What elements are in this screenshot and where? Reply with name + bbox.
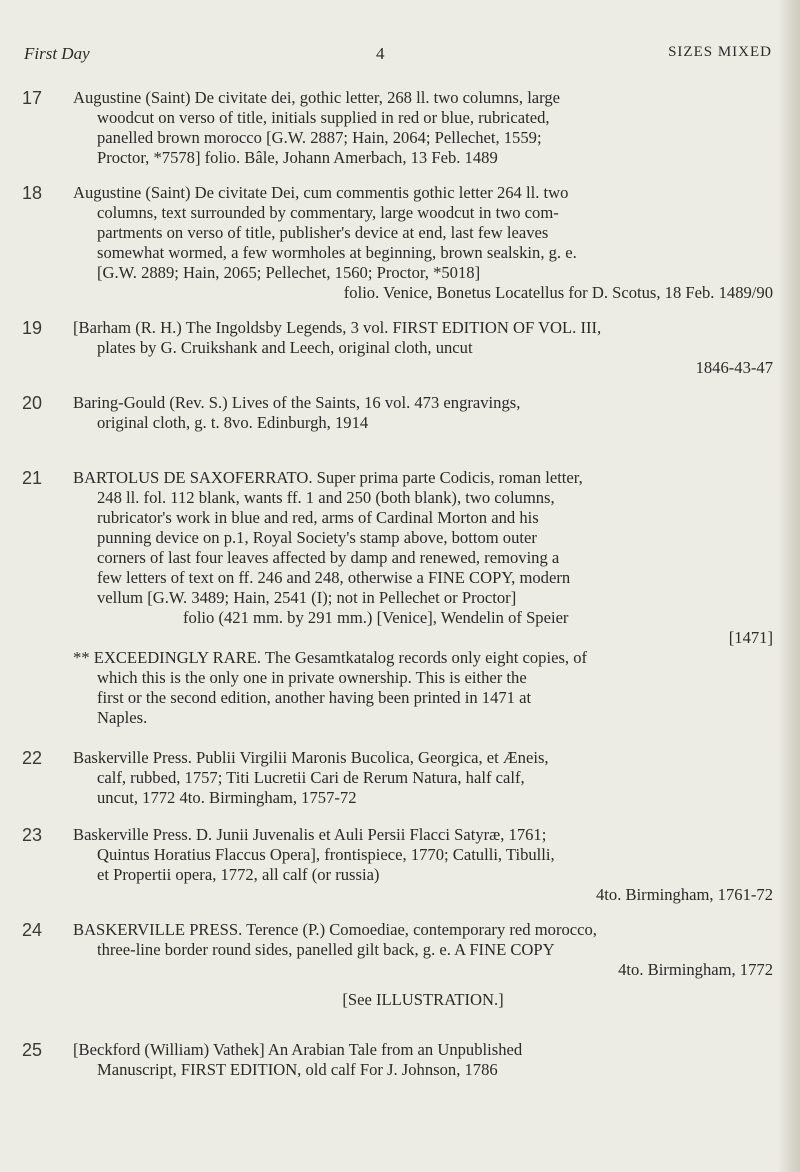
lot-number: 21	[22, 468, 43, 488]
page-number: 4	[376, 44, 385, 63]
lot-text: rubricator's work in blue and red, arms of Cardinal Morton and his	[97, 508, 539, 527]
lot-text: Augustine (Saint) De civitate dei, gothic letter, 268 ll. two columns, large	[73, 88, 561, 107]
lot-text: [G.W. 2889; Hain, 2065; Pellechet, 1560; Proctor, *5018]	[97, 263, 481, 282]
lot-text: uncut, 1772 4to. Birmingham, 1757-72	[97, 788, 357, 807]
lot-number: 18	[22, 183, 43, 203]
lot-text: somewhat wormed, a few wormholes at beginning, brown sealskin, g. e.	[97, 243, 577, 262]
lot-text: Manuscript, FIRST EDITION, old calf For J. Johnson, 1786	[97, 1060, 498, 1079]
lot-text: punning device on p.1, Royal Society's stamp above, bottom outer	[97, 528, 537, 547]
lot-text: calf, rubbed, 1757; Titi Lucretii Cari de Rerum Natura, half calf,	[97, 768, 525, 787]
lot-text: et Propertii opera, 1772, all calf (or russia)	[97, 865, 380, 884]
lot-number: 22	[22, 748, 43, 768]
lot-text: Baring-Gould (Rev. S.) Lives of the Saints, 16 vol. 473 engravings,	[73, 393, 521, 412]
lot-number: 25	[22, 1040, 43, 1060]
lot-text: corners of last four leaves affected by damp and renewed, removing a	[97, 548, 560, 567]
lot-date: [1471]	[728, 628, 773, 647]
lot-number: 19	[22, 318, 43, 338]
lot-text: panelled brown morocco [G.W. 2887; Hain, 2064; Pellechet, 1559;	[97, 128, 542, 147]
lot-text: Baskerville Press. Publii Virgilii Maronis Bucolica, Georgica, et Æneis,	[73, 748, 549, 767]
lot-text: [Barham (R. H.) The Ingoldsby Legends, 3 vol. FIRST EDITION OF VOL. III,	[73, 318, 602, 337]
header-day: First Day	[24, 44, 90, 63]
lot-imprint: folio. Venice, Bonetus Locatellus for D. Scotus, 18 Feb. 1489/90	[343, 283, 773, 302]
lot-number: 24	[22, 920, 43, 940]
lot-text: three-line border round sides, panelled gilt back, g. e. A FINE COPY	[97, 940, 555, 959]
lot-text: partments on verso of title, publisher's device at end, last few leaves	[97, 223, 549, 242]
lot-imprint: folio (421 mm. by 291 mm.) [Venice], Wendelin of Speier	[183, 608, 569, 627]
lot-text: original cloth, g. t. 8vo. Edinburgh, 1914	[97, 413, 369, 432]
lot-imprint: 4to. Birmingham, 1772	[618, 960, 773, 979]
illustration-reference: [See ILLUSTRATION.]	[342, 990, 504, 1009]
running-header	[0, 44, 800, 68]
lot-note: first or the second edition, another having been printed in 1471 at	[97, 688, 532, 707]
lot-number: 20	[22, 393, 43, 413]
lot-text: Augustine (Saint) De civitate Dei, cum commentis gothic letter 264 ll. two	[73, 183, 569, 202]
lot-text: woodcut on verso of title, initials supplied in red or blue, rubricated,	[97, 108, 550, 127]
lot-text: BASKERVILLE PRESS. Terence (P.) Comoediae, contemporary red morocco,	[73, 920, 597, 939]
lot-number: 23	[22, 825, 43, 845]
lot-note: Naples.	[97, 708, 148, 727]
lot-text: [Beckford (William) Vathek] An Arabian Tale from an Unpublished	[73, 1040, 523, 1059]
lot-text: vellum [G.W. 3489; Hain, 2541 (I); not in Pellechet or Proctor]	[97, 588, 517, 607]
lot-number: 17	[22, 88, 43, 108]
lot-text: Quintus Horatius Flaccus Opera], frontispiece, 1770; Catulli, Tibulli,	[97, 845, 555, 864]
lot-text: BARTOLUS DE SAXOFERRATO. Super prima parte Codicis, roman letter,	[73, 468, 583, 487]
lot-text: Baskerville Press. D. Junii Juvenalis et Auli Persii Flacci Satyræ, 1761;	[73, 825, 547, 844]
lot-imprint: 1846-43-47	[695, 358, 773, 377]
lot-text: few letters of text on ff. 246 and 248, otherwise a FINE COPY, modern	[97, 568, 571, 587]
lot-imprint: 4to. Birmingham, 1761-72	[596, 885, 773, 904]
lot-note: which this is the only one in private ownership. This is either the	[97, 668, 527, 687]
lot-text: columns, text surrounded by commentary, large woodcut in two com-	[97, 203, 559, 222]
page-edge-shadow	[778, 0, 800, 1172]
lot-note: ** EXCEEDINGLY RARE. The Gesamtkatalog records only eight copies, of	[73, 648, 588, 667]
lot-text: 248 ll. fol. 112 blank, wants ff. 1 and 250 (both blank), two columns,	[97, 488, 555, 507]
lot-text: Proctor, *7578] folio. Bâle, Johann Amerbach, 13 Feb. 1489	[97, 148, 498, 167]
header-section: SIZES MIXED	[668, 44, 772, 60]
lot-text: plates by G. Cruikshank and Leech, original cloth, uncut	[97, 338, 473, 357]
